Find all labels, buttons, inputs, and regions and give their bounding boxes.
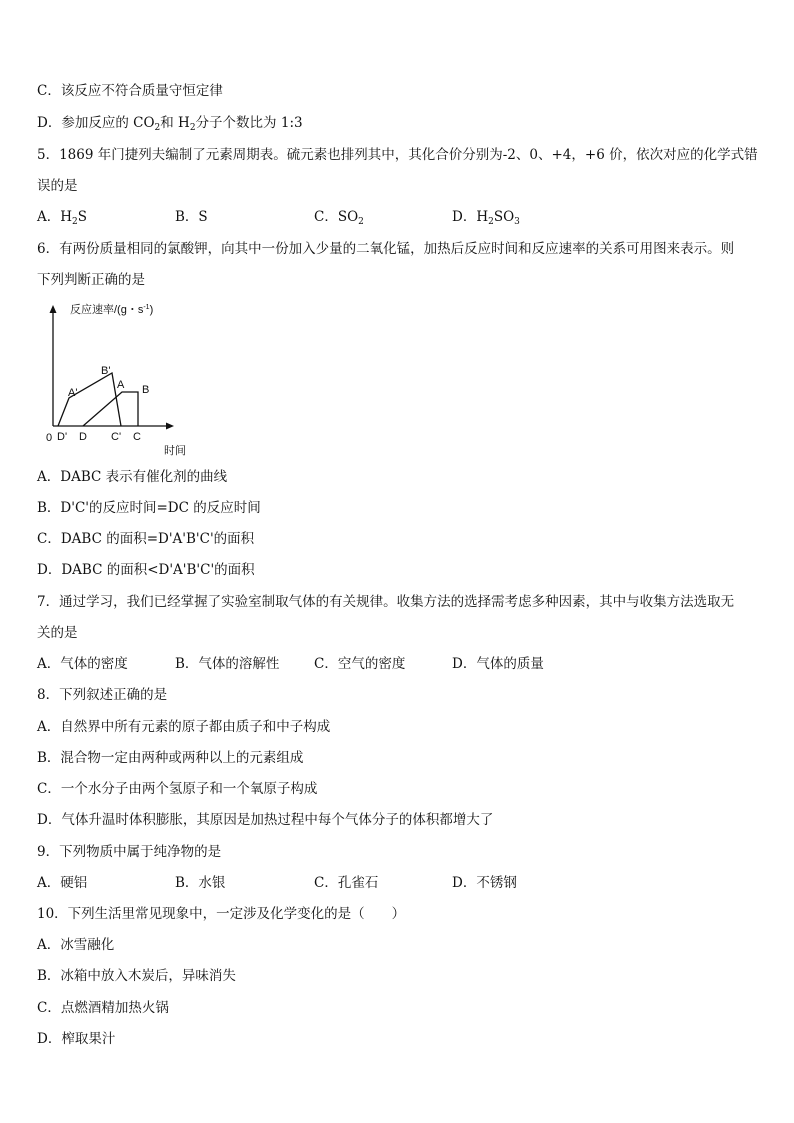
q10-stem: 10．下列生活里常见现象中，一定涉及化学变化的是（ ） <box>37 906 406 922</box>
q5-option-a <box>37 208 87 231</box>
q8-stem: 8．下列叙述正确的是 <box>37 687 168 703</box>
q7-option-b: B．气体的溶解性 <box>175 656 280 672</box>
q7-option-d: D．气体的质量 <box>452 656 544 672</box>
q10-option-b: B．冰箱中放入木炭后，异味消失 <box>37 968 236 984</box>
q5-stem-line-1: 5．1869 年门捷列夫编制了元素周期表。硫元素也排列其中，其化合价分别为-2、0、+4，+6 价，依次对应的化学式错 <box>37 147 758 163</box>
q8-option-a: A．自然界中所有元素的原子都由质子和中子构成 <box>37 719 331 735</box>
q4-option-d <box>37 114 303 137</box>
graph-ylabel-close: ) <box>149 304 154 316</box>
q5-option-d <box>452 208 520 231</box>
q5a-sub: 2 <box>72 217 78 227</box>
q6-stem-line-1: 6．有两份质量相同的氯酸钾，向其中一份加入少量的二氧化锰，加热后反应时间和反应速率的关系可用图来表示。则 <box>37 241 735 257</box>
q7-option-c: C．空气的密度 <box>314 656 406 672</box>
q7-stem-line-2: 关的是 <box>37 625 78 641</box>
q5-stem-line-2: 误的是 <box>37 178 78 194</box>
label-b-prime: B' <box>101 365 111 377</box>
label-a: A <box>117 379 125 391</box>
q9-option-c: C．孔雀石 <box>314 875 379 891</box>
q6-option-c: C．DABC 的面积=D'A'B'C'的面积 <box>37 531 255 547</box>
graph-ylabel <box>70 302 153 316</box>
q4d-text-mid: 和 H <box>160 115 190 131</box>
q9-option-a: A．硬铝 <box>37 875 88 891</box>
q6-option-d: D．DABC 的面积<D'A'B'C'的面积 <box>37 562 255 578</box>
label-origin: 0 <box>46 432 53 444</box>
label-c: C <box>133 431 141 443</box>
graph-x-arrow <box>166 423 174 430</box>
q4d-sub-2: 2 <box>189 123 196 133</box>
curve-catalyst <box>58 373 121 426</box>
q4d-sub-1: 2 <box>154 123 161 133</box>
graph-ylabel-text: 反应速率/(g・s <box>70 304 144 316</box>
q9-option-b: B．水银 <box>175 875 226 891</box>
q8-option-c: C．一个水分子由两个氢原子和一个氧原子构成 <box>37 781 318 797</box>
q7-option-a: A．气体的密度 <box>37 656 128 672</box>
graph-ylabel-sup: -1 <box>143 304 150 311</box>
q5a-text: A．H <box>37 209 73 225</box>
q4-option-c: C．该反应不符合质量守恒定律 <box>37 83 223 99</box>
q5d-text-mid: SO <box>493 209 515 225</box>
label-d: D <box>79 431 87 443</box>
graph-y-arrow <box>50 305 57 313</box>
label-b: B <box>142 384 150 396</box>
q5-option-c <box>314 208 364 231</box>
reaction-rate-graph <box>40 296 210 456</box>
q9-option-d: D．不锈钢 <box>452 875 517 891</box>
label-d-prime: D' <box>57 431 68 443</box>
q5d-text: D．H <box>452 209 489 225</box>
graph-xlabel: 时间 <box>164 445 186 456</box>
label-c-prime: C' <box>111 431 122 443</box>
q5d-sub-2: 3 <box>514 217 520 227</box>
q5d-sub-1: 2 <box>488 217 494 227</box>
q6-option-b: B．D'C'的反应时间=DC 的反应时间 <box>37 500 261 516</box>
label-a-prime: A' <box>68 387 78 399</box>
q6-option-a: A．DABC 表示有催化剂的曲线 <box>37 469 228 485</box>
q8-option-d: D．气体升温时体积膨胀，其原因是加热过程中每个气体分子的体积都增大了 <box>37 812 494 828</box>
q7-stem-line-1: 7．通过学习，我们已经掌握了实验室制取气体的有关规律。收集方法的选择需考虑多种因素，其中与收集方法选取无 <box>37 594 735 610</box>
q6-stem-line-2: 下列判断正确的是 <box>37 272 145 288</box>
q8-option-b: B．混合物一定由两种或两种以上的元素组成 <box>37 750 304 766</box>
q5a-text-post: S <box>77 209 88 225</box>
q4d-text-post: 分子个数比为 1:3 <box>195 115 303 131</box>
q10-option-c: C．点燃酒精加热火锅 <box>37 1000 169 1016</box>
curve-no-catalyst <box>83 392 138 426</box>
q5-option-b: B．S <box>175 209 208 225</box>
q10-option-a: A．冰雪融化 <box>37 937 115 953</box>
q5c-text: C．SO <box>314 209 359 225</box>
q5c-sub: 2 <box>358 217 364 227</box>
q10-option-d: D．榨取果汁 <box>37 1031 116 1047</box>
q9-stem: 9．下列物质中属于纯净物的是 <box>37 844 222 860</box>
q4d-text-pre: D．参加反应的 CO <box>37 115 155 131</box>
